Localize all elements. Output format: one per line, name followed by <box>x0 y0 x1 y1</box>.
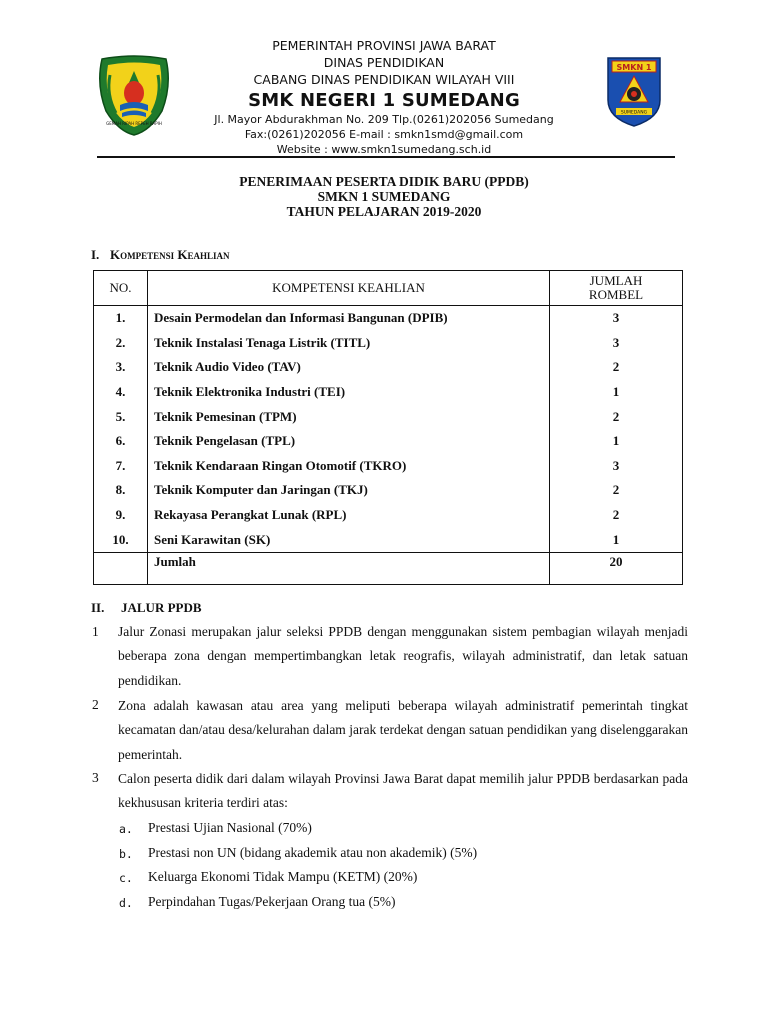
competency-table <box>93 270 683 585</box>
row-no: 5. <box>94 404 148 429</box>
row-no: 1. <box>94 306 148 331</box>
criteria-a-letter: a. <box>119 822 133 836</box>
table-row <box>94 454 683 479</box>
criteria-c-letter: c. <box>119 871 133 885</box>
table-row <box>94 306 683 331</box>
row-rombel: 2 <box>550 355 683 380</box>
letterhead-address: Jl. Mayor Abdurakhman No. 209 Tlp.(0261)202056 Sumedang <box>214 113 554 126</box>
letterhead-agency: DINAS PENDIDIKAN <box>323 55 445 70</box>
row-no: 6. <box>94 429 148 454</box>
row-competency: Teknik Audio Video (TAV) <box>148 355 550 380</box>
table-row <box>94 503 683 528</box>
row-competency: Teknik Komputer dan Jaringan (TKJ) <box>148 478 550 503</box>
table-row <box>94 331 683 356</box>
total-value: 20 <box>550 552 683 584</box>
header-rombel <box>550 271 683 306</box>
letterhead-divider <box>97 156 675 158</box>
row-competency: Teknik Elektronika Industri (TEI) <box>148 380 550 405</box>
letterhead-fax-email: Fax:(0261)202056 E-mail : smkn1smd@gmail.com <box>244 128 524 141</box>
row-no: 3. <box>94 355 148 380</box>
row-no: 9. <box>94 503 148 528</box>
doc-title-line1: PENERIMAAN PESERTA DIDIK BARU (PPDB) <box>239 174 529 189</box>
criteria-b-text: Prestasi non UN (bidang akademik atau non akademik) (5%) <box>148 845 478 860</box>
table-row <box>94 527 683 552</box>
row-competency: Teknik Instalasi Tenaga Listrik (TITL) <box>148 331 550 356</box>
paragraph-2-number: 2 <box>92 697 99 712</box>
row-rombel: 3 <box>550 454 683 479</box>
letterhead-website: Website : www.smkn1sumedang.sch.id <box>276 143 492 156</box>
row-competency: Rekayasa Perangkat Lunak (RPL) <box>148 503 550 528</box>
row-competency: Teknik Kendaraan Ringan Otomotif (TKRO) <box>148 454 550 479</box>
total-empty-cell <box>94 552 148 584</box>
logo-motto: GEMAH RIPAH REPEH RAPIH <box>106 121 162 126</box>
doc-title-line2: SMKN 1 SUMEDANG <box>317 189 451 204</box>
total-label: Jumlah <box>148 552 550 584</box>
paragraph-1-number: 1 <box>92 624 99 639</box>
letterhead-province: PEMERINTAH PROVINSI JAWA BARAT <box>272 38 496 53</box>
paragraph-3-number: 3 <box>92 770 99 785</box>
row-rombel: 2 <box>550 404 683 429</box>
paragraph-1-text: Jalur Zonasi merupakan jalur seleksi PPDB dengan menggunakan sistem pembagian wilayah menjadi beberapa zona dengan mempertimbangkan letak reografis, wilayah administratif, dan letak satuan pendidikan. <box>118 624 688 688</box>
letterhead-school-name: SMK NEGERI 1 SUMEDANG <box>248 90 520 111</box>
row-no: 2. <box>94 331 148 356</box>
paragraph-2-text: Zona adalah kawasan atau area yang meliputi beberapa wilayah administratif pemerintah tingkat kecamatan dan/atau desa/kelurahan dalam jarak terdekat dengan satuan pendidikan yang diselenggarakan pemerintah. <box>118 698 688 762</box>
logo-sumedang-label: SUMEDANG <box>620 110 648 116</box>
criteria-d-letter: d. <box>119 896 133 910</box>
doc-title-line3: TAHUN PELAJARAN 2019-2020 <box>286 204 482 219</box>
criteria-a-text: Prestasi Ujian Nasional (70%) <box>148 820 312 835</box>
row-competency: Desain Permodelan dan Informasi Bangunan (DPIB) <box>148 306 550 331</box>
row-no: 10. <box>94 527 148 552</box>
letterhead-branch: CABANG DINAS PENDIDIKAN WILAYAH VIII <box>253 72 515 87</box>
logo-smkn1-label: SMKN 1 <box>616 63 652 72</box>
table-row <box>94 355 683 380</box>
row-no: 7. <box>94 454 148 479</box>
row-rombel: 1 <box>550 429 683 454</box>
table-row <box>94 478 683 503</box>
criteria-b-letter: b. <box>119 847 133 861</box>
header-rombel-line1: JUMLAH <box>589 273 643 288</box>
table-row <box>94 429 683 454</box>
row-no: 4. <box>94 380 148 405</box>
row-competency: Teknik Pemesinan (TPM) <box>148 404 550 429</box>
table-row <box>94 404 683 429</box>
section1-heading: Kompetensi Keahlian <box>110 247 230 262</box>
row-rombel: 3 <box>550 331 683 356</box>
row-rombel: 1 <box>550 527 683 552</box>
header-rombel-line2: ROMBEL <box>588 287 644 302</box>
paragraph-3-text: Calon peserta didik dari dalam wilayah Provinsi Jawa Barat dapat memilih jalur PPDB berdasarkan pada kekhususan kriteria terdiri atas: <box>118 771 688 811</box>
table-header-row <box>94 271 683 306</box>
criteria-c-text: Keluarga Ekonomi Tidak Mampu (KETM) (20%) <box>148 869 418 884</box>
header-competency: KOMPETENSI KEAHLIAN <box>148 271 550 306</box>
row-competency: Teknik Pengelasan (TPL) <box>148 429 550 454</box>
table-row <box>94 380 683 405</box>
row-competency: Seni Karawitan (SK) <box>148 527 550 552</box>
criteria-d-text: Perpindahan Tugas/Pekerjaan Orang tua (5%) <box>148 894 396 909</box>
section2-heading: JALUR PPDB <box>121 600 202 615</box>
section1-numeral: I. <box>91 247 100 262</box>
row-no: 8. <box>94 478 148 503</box>
header-no: NO. <box>94 271 148 306</box>
row-rombel: 2 <box>550 503 683 528</box>
row-rombel: 1 <box>550 380 683 405</box>
row-rombel: 2 <box>550 478 683 503</box>
row-rombel: 3 <box>550 306 683 331</box>
table-total-row <box>94 552 683 584</box>
section2-numeral: II. <box>91 600 105 615</box>
